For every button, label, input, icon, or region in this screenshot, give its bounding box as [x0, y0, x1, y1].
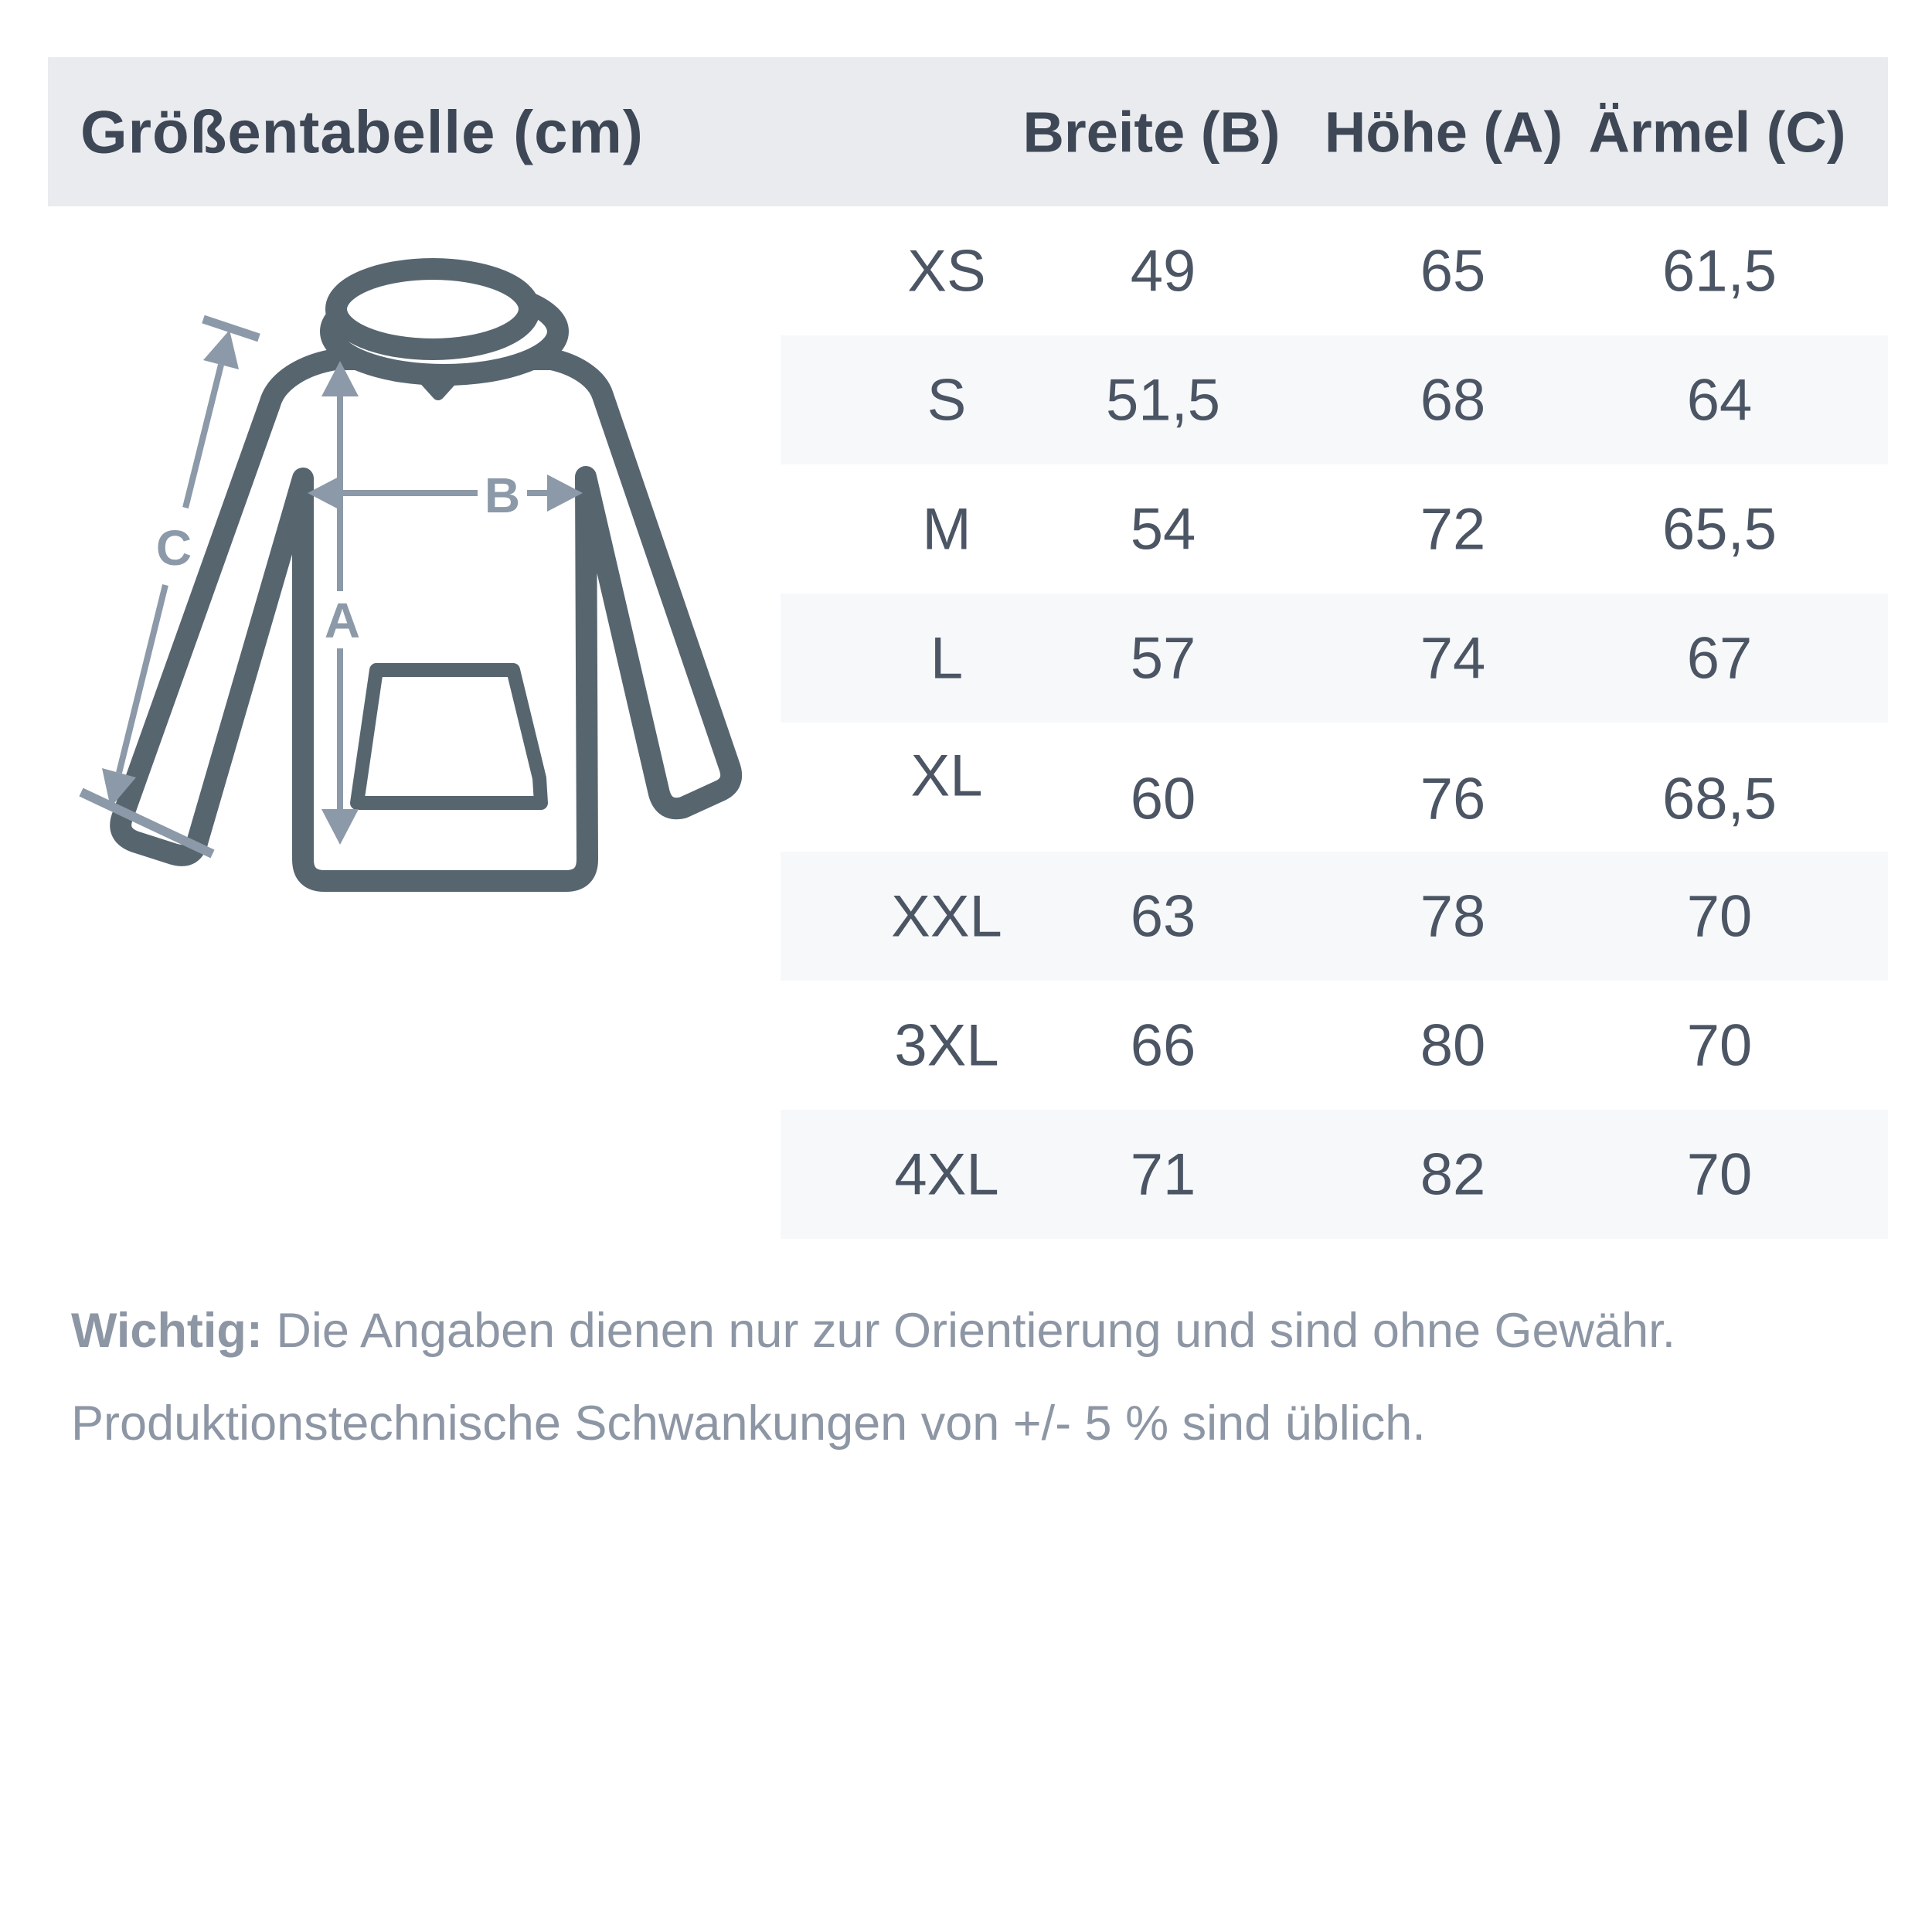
column-header: Höhe (A) — [1324, 100, 1563, 164]
measurement-value-cell: 49 — [1130, 238, 1196, 304]
pocket-outline — [357, 670, 541, 803]
footnote-bold-label: Wichtig: — [71, 1304, 263, 1358]
footnote-line-1 — [71, 1284, 1872, 1377]
measurement-value-cell: 68,5 — [1662, 766, 1777, 832]
table-row — [781, 206, 1888, 335]
measurement-value-cell: 64 — [1686, 367, 1753, 433]
measurement-value-cell: 60 — [1130, 766, 1196, 832]
hoodie-measurement-diagram — [48, 206, 781, 902]
measurement-value-cell: 82 — [1420, 1141, 1486, 1207]
size-label-cell: S — [927, 367, 967, 433]
measurement-value-cell: 72 — [1420, 496, 1486, 562]
measurement-value-cell: 51,5 — [1106, 367, 1220, 433]
column-header: Ärmel (C) — [1588, 100, 1846, 164]
page-title: Größentabelle (cm) — [80, 97, 644, 165]
hood-front-ring — [336, 269, 529, 349]
measurement-value-cell: 61,5 — [1662, 238, 1777, 304]
size-label-cell: XL — [910, 743, 983, 808]
measurement-value-cell: 70 — [1686, 1141, 1753, 1207]
measurement-value-cell: 76 — [1420, 766, 1486, 832]
size-label-cell: XXL — [891, 883, 1002, 949]
size-label-cell: 3XL — [894, 1012, 999, 1078]
table-row — [781, 1110, 1888, 1239]
measurement-value-cell: 65 — [1420, 238, 1486, 304]
column-header: Breite (B) — [1022, 100, 1281, 164]
size-label-cell: 4XL — [894, 1141, 999, 1207]
size-label-cell: L — [930, 625, 964, 691]
measurement-value-cell: 66 — [1130, 1012, 1196, 1078]
measurement-value-cell: 68 — [1420, 367, 1486, 433]
table-row — [781, 335, 1888, 464]
measurement-value-cell: 67 — [1686, 625, 1753, 691]
table-row — [781, 594, 1888, 723]
size-table — [781, 206, 1888, 1239]
size-label-cell: XS — [907, 238, 986, 304]
measurement-value-cell: 65,5 — [1662, 496, 1777, 562]
measurement-value-cell: 63 — [1130, 883, 1196, 949]
size-label-cell: M — [922, 496, 971, 562]
dimension-label-a: A — [324, 593, 361, 648]
table-row — [781, 464, 1888, 594]
footnote-line-1-text: Die Angaben dienen nur zur Orientierung und sind ohne Gewähr. — [262, 1304, 1676, 1358]
footnote-line-2: Produktionstechnische Schwankungen von +/- 5 % sind üblich. — [71, 1396, 1426, 1451]
table-row — [781, 981, 1888, 1110]
measurement-value-cell: 54 — [1130, 496, 1196, 562]
table-row — [781, 723, 1888, 852]
measurement-value-cell: 74 — [1420, 625, 1486, 691]
dimension-label-c: C — [155, 520, 192, 576]
measurement-value-cell: 70 — [1686, 1012, 1753, 1078]
measurement-value-cell: 71 — [1130, 1141, 1196, 1207]
measurement-value-cell: 57 — [1130, 625, 1196, 691]
measurement-value-cell: 70 — [1686, 883, 1753, 949]
measurement-value-cell: 80 — [1420, 1012, 1486, 1078]
dimension-label-b: B — [484, 468, 521, 523]
dimension-tick-top — [203, 319, 259, 338]
measurement-value-cell: 78 — [1420, 883, 1486, 949]
table-row — [781, 852, 1888, 981]
footnote — [71, 1284, 1872, 1470]
table-header-bar — [48, 57, 1888, 206]
